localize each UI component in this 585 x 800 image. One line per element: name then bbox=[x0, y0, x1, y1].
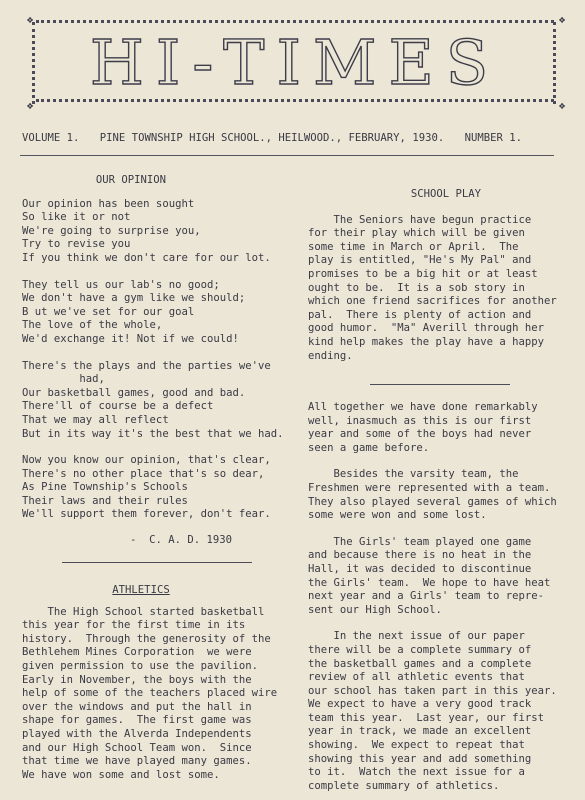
school-play-heading: SCHOOL PLAY bbox=[410, 188, 482, 200]
sports-summary-paragraph-4: In the next issue of our paper there will be a complete summary of the basketball games and a complete review of all athletic events that our school has taken part in this year. We expect to have a very good track team this year. Last year, our first year in track, we made an excellent showing. We expect to repeat that showing this year and add something to it. Watch the next issue for a complete summary of athletics. bbox=[308, 630, 557, 792]
opinion-stanza-1: Our opinion has been sought So like it or not We're going to surprise you, Try to revise you If you think we don't care for our lot. bbox=[22, 197, 271, 264]
athletics-article: ATHLETICS The High School started basketball this year for the first time in its history. Through the generosity of the Bethlehem Mines Corporation we were given permission to use the pavilion. Early in November, the boys with the help of some of the teachers placed wire over the windows and put the hall in shape for games. The first game was played with the Alverda Independents and our High School Team won. Since that time we have played many games. We have won some and lost some. bbox=[22, 584, 300, 782]
sports-summary-paragraph-2: Besides the varsity team, the Freshmen were represented with a team. They also played several games of which some were won and some lost. bbox=[308, 468, 557, 522]
corner-ornament-icon: ❖ bbox=[558, 99, 566, 112]
school-dateline: PINE TOWNSHIP HIGH SCHOOL., HEILWOOD., FEBRUARY, 1930. bbox=[99, 132, 445, 144]
corner-ornament-icon: ❖ bbox=[558, 13, 566, 26]
opinion-heading: OUR OPINION bbox=[95, 174, 167, 186]
masthead-border-bottom bbox=[36, 99, 554, 108]
opinion-stanza-3: There's the plays and the parties we've had, Our basketball games, good and bad. There'll of course be a defect That we may all reflect But in its way it's the best that we had. bbox=[22, 359, 284, 440]
athletics-heading: ATHLETICS bbox=[112, 584, 170, 596]
opinion-article bbox=[22, 174, 300, 548]
section-divider bbox=[370, 384, 510, 385]
corner-ornament-icon: ❖ bbox=[26, 99, 34, 112]
school-play-article: SCHOOL PLAY The Seniors have begun practice for their play which will be given some time in March or April. The play is entitled, "He's My Pal" and promises to be a big hit or at least ought to be. It is a sob story in which one friend sacrifices for another pal. There is plenty of action and good humor. "Ma" Averill through her kind help makes the play have a happy ending. bbox=[308, 188, 576, 363]
opinion-stanza-4: Now you know our opinion, that's clear, There's no other place that's so dear, As Pine Township's Schools Their laws and their rules We'll support them forever, don't fear. bbox=[22, 454, 271, 521]
opinion-signature: - C. A. D. 1930 bbox=[129, 534, 233, 547]
sports-summary-paragraph-3: The Girls' team played one game and because there is no heat in the Hall, it was decided to discontinue the Girls' team. We hope to have heat next year and a Girls' team to repre- sent our High School. bbox=[308, 535, 551, 616]
sports-summary-article bbox=[308, 401, 576, 793]
masthead bbox=[22, 14, 568, 112]
volume-label: VOLUME 1. bbox=[22, 132, 80, 144]
corner-ornament-icon: ❖ bbox=[26, 13, 34, 26]
header-rule bbox=[20, 155, 554, 156]
issue-line bbox=[22, 132, 562, 144]
issue-number: NUMBER 1. bbox=[464, 132, 523, 144]
opinion-stanza-2: They tell us our lab's no good; We don't have a gym like we should; B ut we've set for our goal The love of the whole, We'd exchange it! Not if we could! bbox=[22, 278, 246, 345]
sports-summary-paragraph-1: All together we have done remarkably well, inasmuch as this is our first year and some of the boys had never seen a game before. bbox=[308, 401, 538, 454]
section-divider bbox=[62, 562, 252, 563]
newspaper-title: HI-TIMES bbox=[89, 26, 501, 99]
